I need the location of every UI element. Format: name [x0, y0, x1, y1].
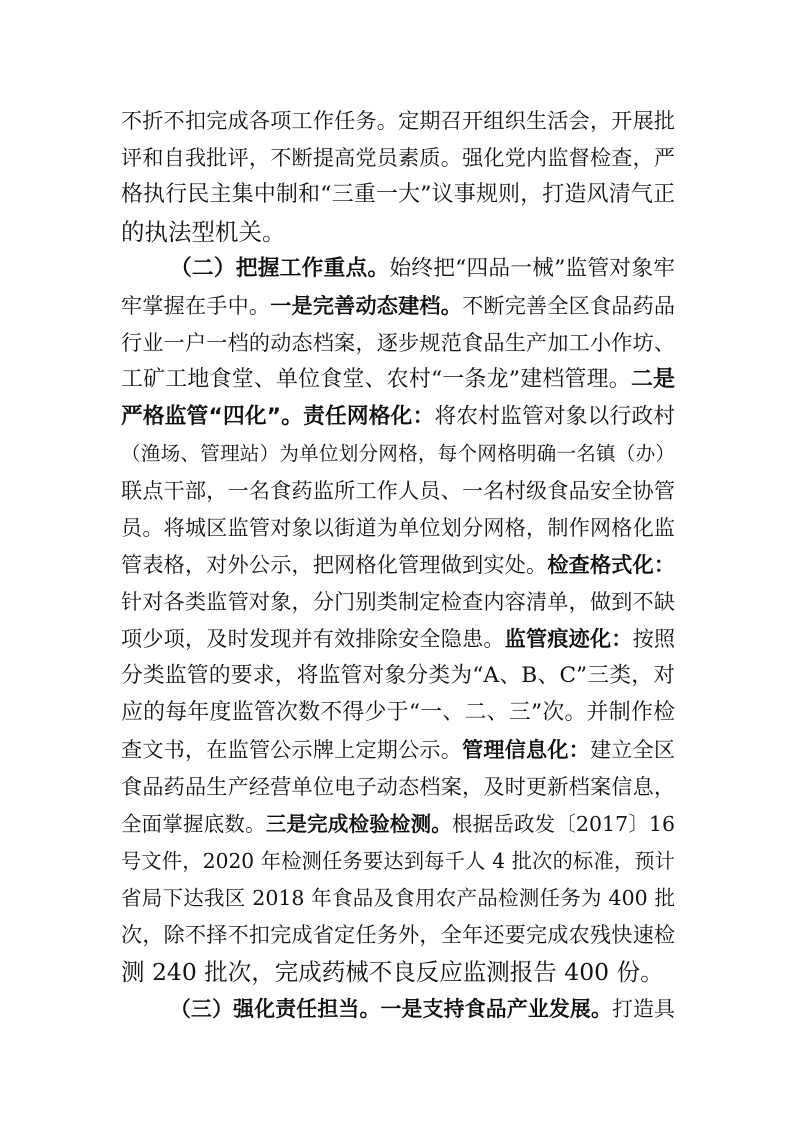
text-line-7 — [121, 325, 675, 361]
text-run: 将农村监管对象以行政村 — [434, 404, 675, 429]
text-run: 测 240 批次，完成药械不良反应监测报告 400 份。 — [121, 958, 664, 986]
bold-run: 管理信息化： — [462, 737, 590, 762]
text-run: 的执法型机关。 — [121, 218, 286, 246]
text-line-19 — [121, 769, 675, 805]
bold-run: 严格监管“四化”。责任网格化： — [121, 404, 435, 429]
text-line-18 — [121, 732, 675, 768]
text-line-11 — [121, 473, 675, 509]
text-run: 不断完善全区食品药品 — [462, 293, 676, 318]
text-run: 应的每年度监管次数不得少于“一、二、三”次。并制作检 — [121, 700, 675, 725]
bold-run: 三是完成检验检测。 — [265, 812, 452, 836]
bold-run: 二是 — [630, 367, 675, 392]
text-line-16 — [121, 658, 675, 694]
text-run: 省局下达我区 2018 年食品及食用农产品检测任务为 400 批 — [121, 886, 675, 910]
text-line-25 — [170, 991, 675, 1027]
text-run: 次，除不择不扣完成省定任务外，全年还要完成农残快速检 — [121, 922, 675, 947]
text-line-8 — [121, 362, 675, 398]
text-line-4 — [121, 214, 675, 250]
text-run: 全面掌握底数。 — [121, 812, 266, 836]
text-run: 评和自我批评，不断提高党员素质。强化党内监督检查，严 — [121, 145, 675, 170]
text-run: 项少项，及时发现并有效排除安全隐患。 — [121, 626, 505, 651]
text-line-21 — [121, 843, 675, 879]
text-line-13 — [121, 547, 675, 583]
text-line-24 — [121, 954, 675, 990]
section-heading: （二）把握工作重点。 — [170, 256, 390, 281]
text-run: 针对各类监管对象，分门别类制定检查内容清单，做到不缺 — [121, 589, 675, 614]
text-run: 查文书，在监管公示牌上定期公示。 — [121, 737, 463, 762]
text-run: 工矿工地食堂、单位食堂、农村“一条龙”建档管理。 — [121, 367, 631, 392]
text-run: 食品药品生产经营单位电子动态档案，及时更新档案信息， — [121, 774, 675, 799]
text-run: 牢掌握在手中。 — [121, 293, 271, 318]
text-line-5 — [170, 251, 675, 287]
section-heading: （三）强化责任担当。一是支持食品产业发展。 — [170, 997, 613, 1021]
text-line-15 — [121, 621, 675, 657]
text-run: 按照 — [632, 626, 676, 651]
text-run: 分类监管的要求，将监管对象分类为“A、B、C”三类，对 — [121, 663, 675, 688]
text-run: 格执行民主集中制和“三重一大”议事规则，打造风清气正 — [121, 182, 675, 207]
text-line-23 — [121, 917, 675, 953]
text-line-22 — [121, 880, 675, 916]
text-line-10 — [121, 436, 675, 472]
text-line-14 — [121, 584, 675, 620]
text-run: 联点干部，一名食药监所工作人员、一名村级食品安全协管 — [121, 478, 675, 503]
text-line-2 — [121, 140, 675, 176]
text-line-3 — [121, 177, 675, 213]
text-run: 不折不扣完成各项工作任务。定期召开组织生活会，开展批 — [121, 108, 675, 133]
bold-run: 一是完善动态建档。 — [270, 293, 463, 318]
text-line-6 — [121, 288, 675, 324]
text-run: 打造具 — [612, 997, 676, 1021]
text-run: 员。将城区监管对象以街道为单位划分网格，制作网格化监 — [121, 515, 675, 540]
text-run: 根据岳政发〔2017〕16 — [451, 812, 676, 836]
text-run: （渔场、管理站）为单位划分网格，每个网格明确一名镇（办） — [121, 442, 675, 465]
text-run: 管表格，对外公示，把网格化管理做到实处。 — [121, 552, 548, 577]
text-run: 号文件，2020 年检测任务要达到每千人 4 批次的标准，预计 — [121, 849, 675, 873]
text-run: 行业一户一档的动态档案，逐步规范食品生产加工小作坊、 — [121, 330, 675, 355]
text-run: 建立全区 — [589, 737, 676, 762]
text-line-12 — [121, 510, 675, 546]
text-line-1 — [121, 103, 675, 139]
text-run: 始终把“四品一械”监管对象牢 — [389, 256, 675, 281]
text-line-9 — [121, 399, 675, 435]
text-line-20 — [121, 806, 675, 842]
text-line-17 — [121, 695, 675, 731]
bold-run: 监管痕迹化： — [504, 626, 633, 651]
bold-run: 检查格式化： — [547, 552, 676, 577]
